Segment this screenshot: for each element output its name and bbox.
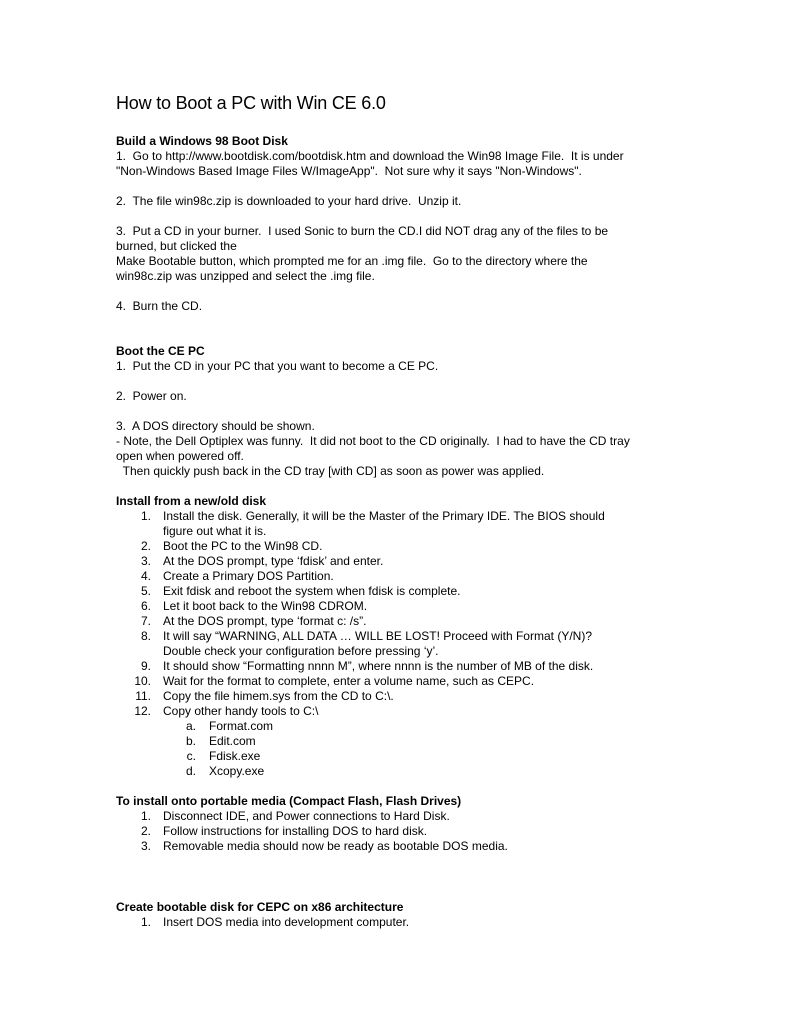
list-number: 3. bbox=[140, 554, 151, 568]
list-item-text: Exit fdisk and reboot the system when fdisk is complete. bbox=[163, 584, 461, 598]
paragraph: Then quickly push back in the CD tray [with CD] as soon as power was applied. bbox=[116, 464, 545, 478]
paragraph: "Non-Windows Based Image Files W/ImageApp". Not sure why it says "Non-Windows". bbox=[116, 164, 582, 178]
list-item-text: At the DOS prompt, type ‘format c: /s”. bbox=[163, 614, 367, 628]
list-number: 8. bbox=[140, 629, 151, 643]
list-item bbox=[116, 509, 676, 539]
list-item bbox=[116, 659, 676, 674]
sub-list-item bbox=[116, 764, 676, 779]
section-heading-build-boot-disk: Build a Windows 98 Boot Disk bbox=[116, 134, 288, 148]
list-item-text: Copy other handy tools to C:\ bbox=[163, 704, 319, 718]
list-number: 1. bbox=[140, 509, 151, 523]
list-number: 10. bbox=[134, 674, 151, 688]
list-item-text: Disconnect IDE, and Power connections to Hard Disk. bbox=[163, 809, 450, 823]
list-item bbox=[116, 554, 676, 569]
paragraph: 2. The file win98c.zip is downloaded to your hard drive. Unzip it. bbox=[116, 194, 462, 208]
list-number: 5. bbox=[140, 584, 151, 598]
section-heading-create-bootable-disk: Create bootable disk for CEPC on x86 architecture bbox=[116, 900, 404, 914]
list-item-text: Install the disk. Generally, it will be the Master of the Primary IDE. The BIOS should bbox=[163, 509, 605, 523]
list-item bbox=[116, 704, 676, 719]
paragraph: Make Bootable button, which prompted me for an .img file. Go to the directory where the bbox=[116, 254, 588, 268]
list-item bbox=[116, 915, 676, 930]
paragraph: 3. A DOS directory should be shown. bbox=[116, 419, 315, 433]
list-number: 6. bbox=[140, 599, 151, 613]
list-item bbox=[116, 689, 676, 704]
list-letter: c. bbox=[186, 749, 196, 763]
list-item bbox=[116, 569, 676, 584]
paragraph: 1. Put the CD in your PC that you want to become a CE PC. bbox=[116, 359, 439, 373]
list-item-text: Insert DOS media into development computer. bbox=[163, 915, 410, 929]
list-number: 2. bbox=[140, 539, 151, 553]
list-item-text: It should show “Formatting nnnn M”, where nnnn is the number of MB of the disk. bbox=[163, 659, 594, 673]
list-item bbox=[116, 809, 676, 824]
document-title: How to Boot a PC with Win CE 6.0 bbox=[116, 93, 386, 113]
list-number: 4. bbox=[140, 569, 151, 583]
list-item-text: Boot the PC to the Win98 CD. bbox=[163, 539, 323, 553]
list-item-text: Xcopy.exe bbox=[209, 764, 265, 778]
paragraph: 1. Go to http://www.bootdisk.com/bootdisk.htm and download the Win98 Image File. It is under bbox=[116, 149, 624, 163]
paragraph: 4. Burn the CD. bbox=[116, 299, 203, 313]
paragraph: 3. Put a CD in your burner. I used Sonic to burn the CD.I did NOT drag any of the files to be bbox=[116, 224, 609, 238]
paragraph: burned, but clicked the bbox=[116, 239, 237, 253]
list-item-text: It will say “WARNING, ALL DATA … WILL BE LOST! Proceed with Format (Y/N)? bbox=[163, 629, 592, 643]
list-letter: b. bbox=[185, 734, 196, 748]
list-item bbox=[116, 614, 676, 629]
paragraph: open when powered off. bbox=[116, 449, 244, 463]
list-item bbox=[116, 539, 676, 554]
list-number: 1. bbox=[140, 809, 151, 823]
list-item-text: Fdisk.exe bbox=[209, 749, 261, 763]
numbered-list bbox=[116, 809, 676, 854]
sub-list-item bbox=[116, 749, 676, 764]
list-item bbox=[116, 839, 676, 854]
list-item bbox=[116, 824, 676, 839]
list-item-text: Let it boot back to the Win98 CDROM. bbox=[163, 599, 368, 613]
list-item-text: Format.com bbox=[209, 719, 274, 733]
list-item bbox=[116, 629, 676, 659]
list-item bbox=[116, 599, 676, 614]
paragraph: - Note, the Dell Optiplex was funny. It did not boot to the CD originally. I had to have the CD tray bbox=[116, 434, 630, 448]
list-number: 9. bbox=[140, 659, 151, 673]
numbered-list bbox=[116, 509, 676, 719]
list-number: 2. bbox=[140, 824, 151, 838]
list-item-text: Double check your configuration before pressing ‘y’. bbox=[163, 644, 439, 658]
list-item bbox=[116, 674, 676, 689]
numbered-list bbox=[116, 915, 676, 930]
sub-list-item bbox=[116, 734, 676, 749]
list-item-text: Edit.com bbox=[209, 734, 256, 748]
list-item bbox=[116, 584, 676, 599]
list-letter: d. bbox=[185, 764, 196, 778]
section-heading-boot-ce-pc: Boot the CE PC bbox=[116, 344, 205, 358]
list-item-text: Copy the file himem.sys from the CD to C:\. bbox=[163, 689, 394, 703]
list-item-text: At the DOS prompt, type ‘fdisk’ and enter. bbox=[163, 554, 384, 568]
list-item-text: Follow instructions for installing DOS to hard disk. bbox=[163, 824, 428, 838]
list-number: 7. bbox=[140, 614, 151, 628]
list-item-text: Removable media should now be ready as bootable DOS media. bbox=[163, 839, 508, 853]
list-item-text: Wait for the format to complete, enter a volume name, such as CEPC. bbox=[163, 674, 535, 688]
list-letter: a. bbox=[185, 719, 196, 733]
list-item-text: figure out what it is. bbox=[163, 524, 267, 538]
section-heading-install-disk: Install from a new/old disk bbox=[116, 494, 267, 508]
sub-list-item bbox=[116, 719, 676, 734]
list-number: 11. bbox=[135, 689, 151, 703]
sub-list bbox=[116, 719, 676, 779]
document-body bbox=[116, 92, 676, 930]
list-item-text: Create a Primary DOS Partition. bbox=[163, 569, 334, 583]
list-number: 12. bbox=[134, 704, 151, 718]
paragraph: 2. Power on. bbox=[116, 389, 187, 403]
paragraph: win98c.zip was unzipped and select the .img file. bbox=[116, 269, 375, 283]
list-number: 3. bbox=[140, 839, 151, 853]
section-heading-portable-media: To install onto portable media (Compact Flash, Flash Drives) bbox=[116, 794, 462, 808]
list-number: 1. bbox=[140, 915, 151, 929]
